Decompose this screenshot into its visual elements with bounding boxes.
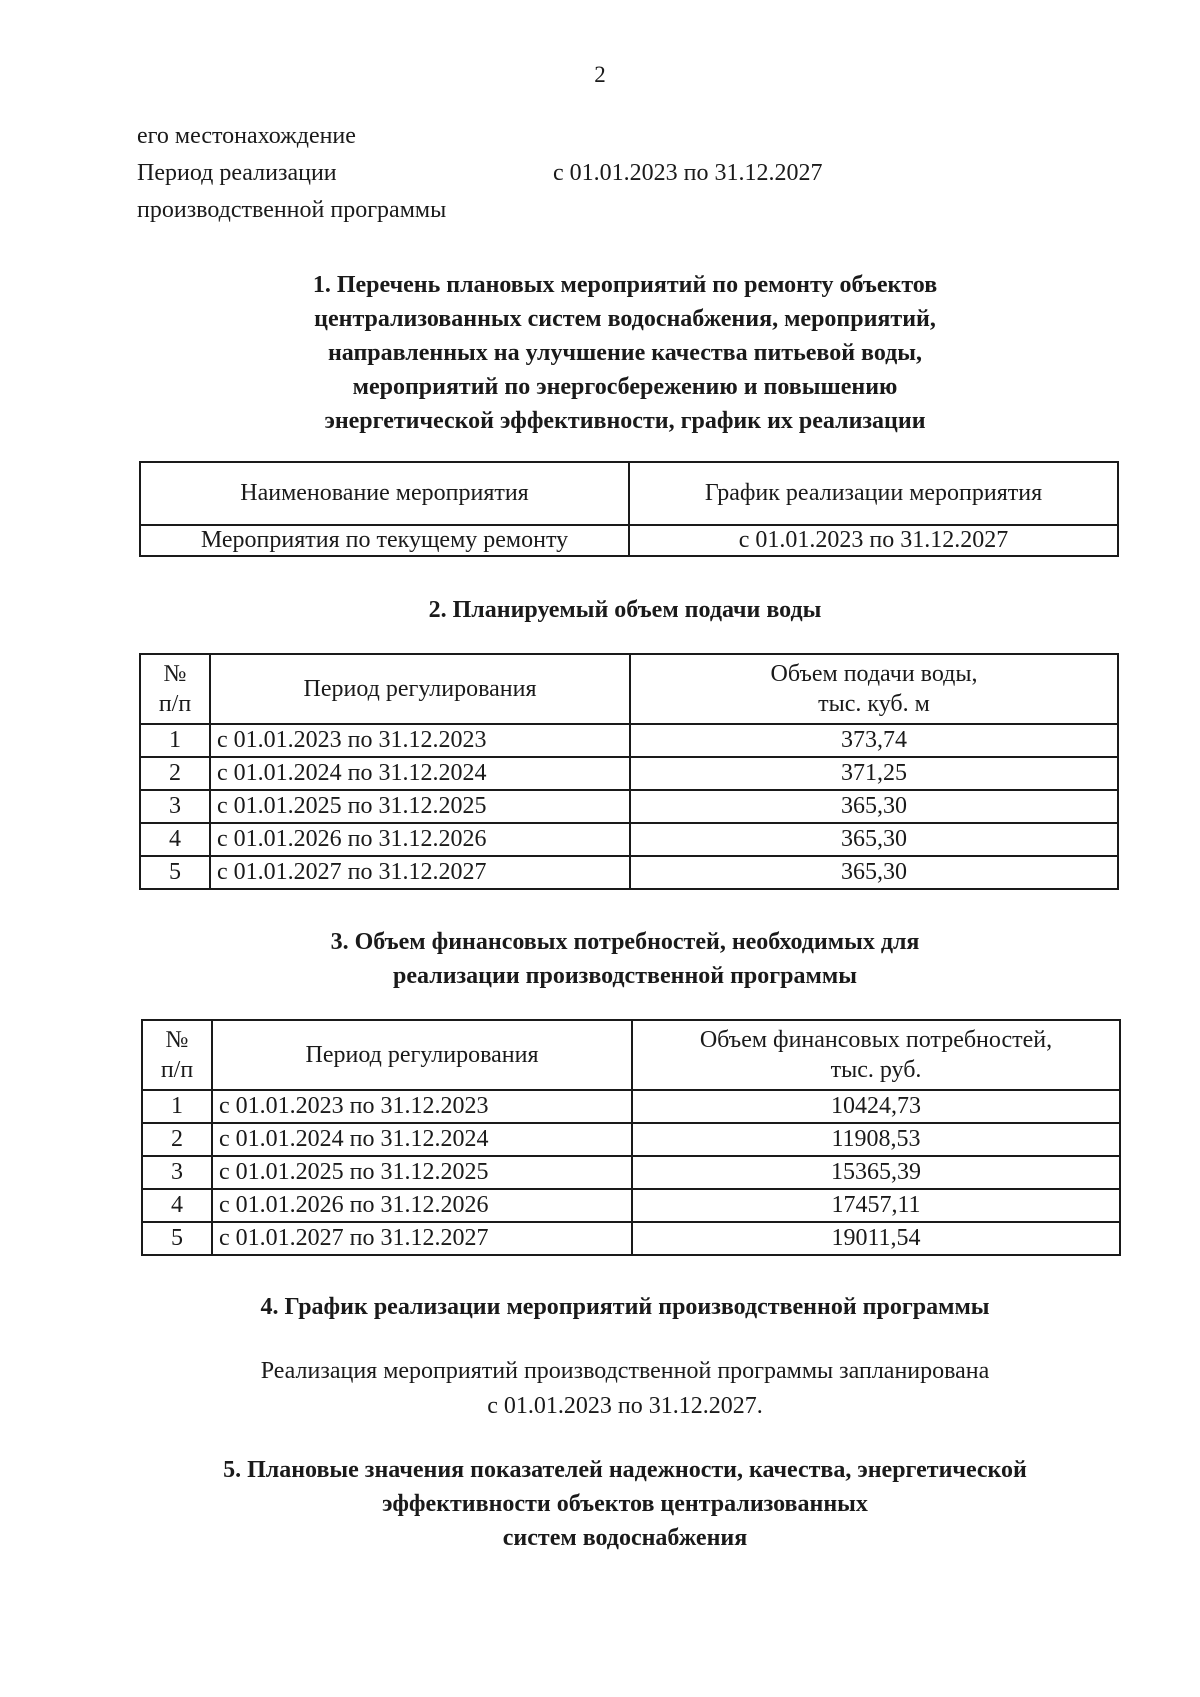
page-number: 2: [594, 62, 606, 87]
row-number: 2: [142, 1123, 212, 1156]
text-line: с 01.01.2023 по 31.12.2027.: [487, 1393, 763, 1419]
row-value: 15365,39: [632, 1156, 1120, 1189]
header-line: Период реализации: [137, 160, 337, 186]
table-cell: Мероприятия по текущему ремонту: [140, 525, 629, 556]
row-period: с 01.01.2026 по 31.12.2026: [212, 1189, 632, 1222]
row-value: 10424,73: [632, 1090, 1120, 1123]
row-period: с 01.01.2027 по 31.12.2027: [212, 1222, 632, 1255]
column-header-value: [630, 654, 1118, 724]
title-line: направленных на улучшение качества питьевой воды,: [327, 340, 923, 366]
column-header-number: [140, 654, 210, 724]
table-row: [140, 757, 1118, 790]
header-text: тыс. руб.: [830, 1057, 922, 1083]
title-line: централизованных систем водоснабжения, мероприятий,: [314, 306, 936, 332]
title-line: 1. Перечень плановых мероприятий по ремонту объектов: [312, 272, 938, 298]
table-header-row: [140, 654, 1118, 724]
row-period: с 01.01.2023 по 31.12.2023: [212, 1090, 632, 1123]
row-number: 3: [142, 1156, 212, 1189]
row-value: 17457,11: [632, 1189, 1120, 1222]
table-row: [142, 1222, 1120, 1255]
row-number: 2: [140, 757, 210, 790]
column-header-value: [632, 1020, 1120, 1090]
row-period: с 01.01.2025 по 31.12.2025: [210, 790, 630, 823]
column-header: График реализации мероприятия: [629, 462, 1118, 525]
header-text: п/п: [160, 1057, 194, 1083]
row-number: 5: [142, 1222, 212, 1255]
row-number: 4: [142, 1189, 212, 1222]
title-line: реализации производственной программы: [393, 963, 857, 989]
header-text: п/п: [158, 691, 192, 717]
table-header-row: [140, 462, 1118, 525]
table-row: [142, 1123, 1120, 1156]
header-text: Объем подачи воды,: [770, 661, 978, 687]
water-supply-table: [139, 653, 1119, 890]
header-text: тыс. куб. м: [818, 691, 930, 717]
table-header-row: [142, 1020, 1120, 1090]
row-number: 5: [140, 856, 210, 889]
column-header-period: Период регулирования: [212, 1020, 632, 1090]
section4-text: [130, 1354, 1120, 1424]
section1-title: [130, 268, 1120, 438]
title-line: 5. Плановые значения показателей надежности, качества, энергетической: [223, 1457, 1027, 1483]
header-text: Объем финансовых потребностей,: [699, 1027, 1053, 1053]
row-value: 365,30: [630, 790, 1118, 823]
row-period: с 01.01.2026 по 31.12.2026: [210, 823, 630, 856]
table-row: [142, 1156, 1120, 1189]
financial-needs-table: [141, 1019, 1121, 1256]
table-row: [142, 1090, 1120, 1123]
table-row: [140, 823, 1118, 856]
row-value: 371,25: [630, 757, 1118, 790]
table-row: [140, 724, 1118, 757]
title-line: энергетической эффективности, график их реализации: [324, 408, 926, 434]
title-line: мероприятий по энергосбережению и повышению: [352, 374, 898, 400]
title-line: систем водоснабжения: [502, 1525, 748, 1551]
section3-title: [130, 925, 1120, 993]
row-period: с 01.01.2024 по 31.12.2024: [210, 757, 630, 790]
measures-table: [139, 461, 1119, 557]
row-period: с 01.01.2023 по 31.12.2023: [210, 724, 630, 757]
title-line: 3. Объем финансовых потребностей, необходимых для: [330, 929, 920, 955]
header-text: №: [163, 661, 187, 687]
row-period: с 01.01.2027 по 31.12.2027: [210, 856, 630, 889]
table-cell: с 01.01.2023 по 31.12.2027: [629, 525, 1118, 556]
header-line: производственной программы: [137, 197, 447, 223]
header-text: №: [165, 1027, 189, 1053]
header-left-block: [137, 118, 446, 229]
row-number: 1: [140, 724, 210, 757]
table-row: [140, 790, 1118, 823]
table-row: [142, 1189, 1120, 1222]
row-number: 4: [140, 823, 210, 856]
row-value: 11908,53: [632, 1123, 1120, 1156]
row-value: 19011,54: [632, 1222, 1120, 1255]
row-period: с 01.01.2024 по 31.12.2024: [212, 1123, 632, 1156]
row-number: 3: [140, 790, 210, 823]
column-header: Наименование мероприятия: [140, 462, 629, 525]
header-period-value: с 01.01.2023 по 31.12.2027: [553, 160, 823, 186]
table-row: [140, 856, 1118, 889]
title-line: эффективности объектов централизованных: [382, 1491, 868, 1517]
row-period: с 01.01.2025 по 31.12.2025: [212, 1156, 632, 1189]
table-row: [140, 525, 1118, 556]
row-number: 1: [142, 1090, 212, 1123]
row-value: 373,74: [630, 724, 1118, 757]
section4-title: 4. График реализации мероприятий производственной программы: [260, 1294, 990, 1320]
column-header-period: Период регулирования: [210, 654, 630, 724]
row-value: 365,30: [630, 823, 1118, 856]
header-line: его местонахождение: [137, 123, 356, 149]
text-line: Реализация мероприятий производственной программы запланирована: [260, 1358, 990, 1384]
row-value: 365,30: [630, 856, 1118, 889]
section2-title: 2. Планируемый объем подачи воды: [428, 597, 822, 623]
column-header-number: [142, 1020, 212, 1090]
section5-title: [130, 1453, 1120, 1555]
